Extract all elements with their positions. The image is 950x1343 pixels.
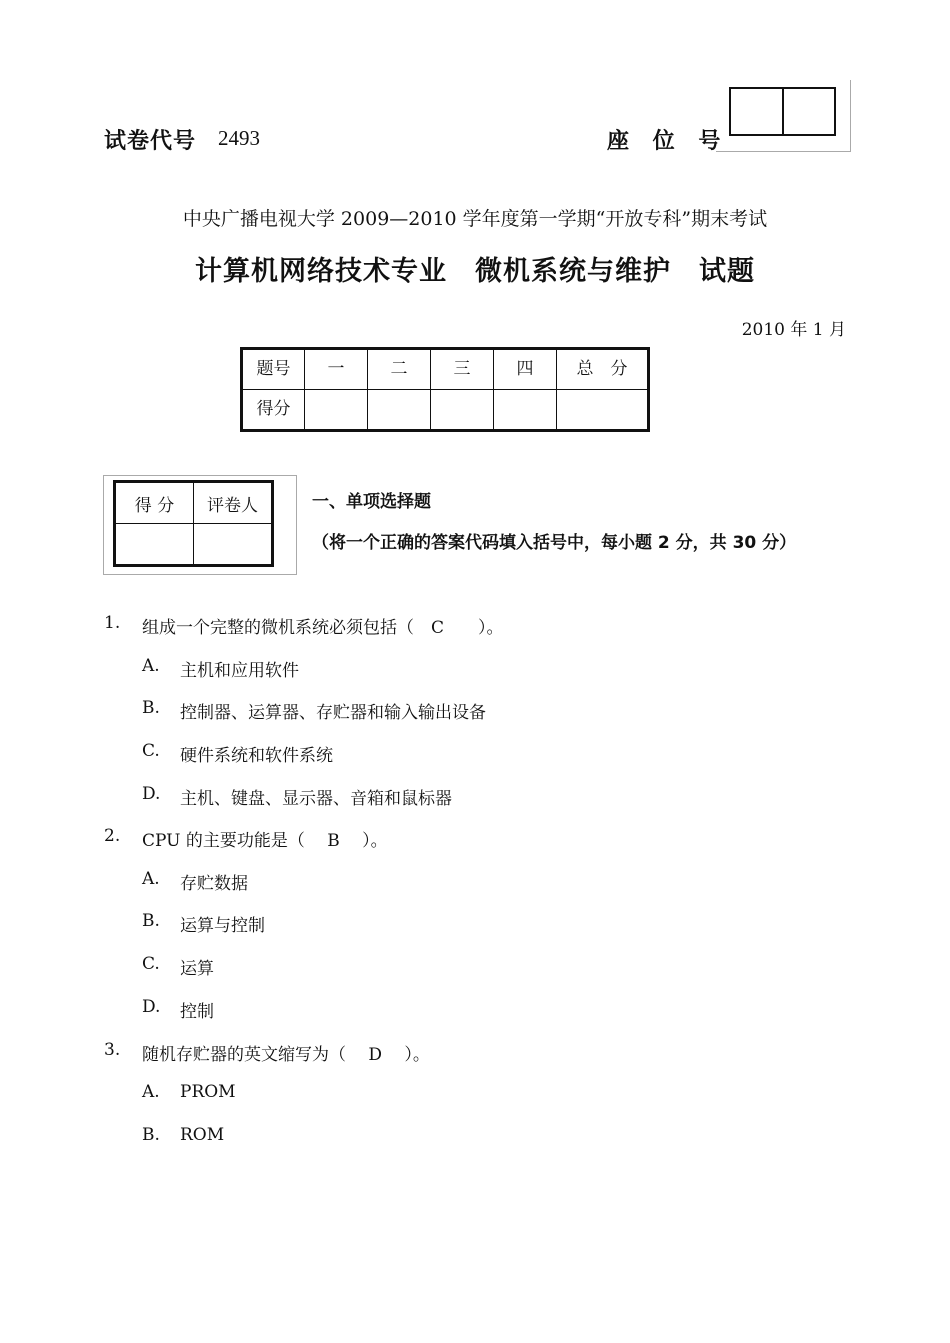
paper-code-label: 试卷代号 bbox=[104, 128, 197, 154]
paper-code-value: 2493 bbox=[218, 126, 260, 150]
score-cell bbox=[494, 390, 557, 431]
option-text: ROM bbox=[180, 1125, 225, 1145]
score-cell bbox=[431, 390, 494, 431]
score-table-header-row bbox=[242, 349, 649, 390]
option-text: 运算与控制 bbox=[180, 916, 265, 936]
seat-number-cell bbox=[782, 89, 835, 134]
option-letter: C. bbox=[142, 741, 160, 761]
score-table-header-cell: 总 分 bbox=[557, 349, 649, 390]
score-table bbox=[240, 347, 650, 432]
question-text: 随机存贮器的英文缩写为（ D ）。 bbox=[142, 1045, 430, 1065]
question-text: CPU 的主要功能是（ B ）。 bbox=[142, 831, 388, 851]
question-number: 1. bbox=[104, 613, 121, 633]
option-letter: B. bbox=[142, 911, 160, 931]
option-text: 运算 bbox=[180, 959, 214, 979]
score-table-header-cell: 题号 bbox=[242, 349, 305, 390]
grader-score-label: 得 分 bbox=[115, 482, 194, 524]
score-table-header-cell: 三 bbox=[431, 349, 494, 390]
grader-table bbox=[113, 480, 274, 567]
option-letter: D. bbox=[142, 784, 161, 804]
score-table-header-cell: 一 bbox=[305, 349, 368, 390]
option-letter: B. bbox=[142, 1125, 160, 1145]
section-instructions: （将一个正确的答案代码填入括号中，每小题 2 分，共 30 分） bbox=[312, 533, 797, 553]
score-cell bbox=[368, 390, 431, 431]
option-text: 存贮数据 bbox=[180, 874, 248, 894]
university-line: 中央广播电视大学 2009—2010 学年度第一学期“开放专科”期末考试 bbox=[182, 208, 768, 230]
score-table-score-row bbox=[242, 390, 649, 431]
option-text: 硬件系统和软件系统 bbox=[180, 746, 333, 766]
score-table-row-label: 得分 bbox=[242, 390, 305, 431]
score-cell bbox=[557, 390, 649, 431]
grader-name-cell bbox=[194, 524, 273, 566]
option-letter: C. bbox=[142, 954, 160, 974]
question-text: 组成一个完整的微机系统必须包括（ C ）。 bbox=[142, 618, 504, 638]
option-letter: A. bbox=[142, 1082, 160, 1102]
option-letter: A. bbox=[142, 656, 160, 676]
seat-number-label: 座 位 号 bbox=[607, 128, 729, 154]
grader-name-label: 评卷人 bbox=[194, 482, 273, 524]
option-text: 主机、键盘、显示器、音箱和鼠标器 bbox=[180, 789, 452, 809]
option-letter: A. bbox=[142, 869, 160, 889]
option-text: 主机和应用软件 bbox=[180, 661, 299, 681]
option-text: 控制器、运算器、存贮器和输入输出设备 bbox=[180, 703, 486, 723]
grader-score-cell bbox=[115, 524, 194, 566]
exam-date: 2010 年 1 月 bbox=[741, 320, 846, 340]
option-letter: B. bbox=[142, 698, 160, 718]
score-cell bbox=[305, 390, 368, 431]
score-table-header-cell: 四 bbox=[494, 349, 557, 390]
option-letter: D. bbox=[142, 997, 161, 1017]
option-text: PROM bbox=[180, 1082, 236, 1102]
seat-number-box bbox=[729, 87, 836, 136]
exam-title: 计算机网络技术专业 微机系统与维护 试题 bbox=[195, 256, 755, 287]
section-title: 一、单项选择题 bbox=[312, 492, 431, 512]
question-number: 2. bbox=[104, 826, 121, 846]
option-text: 控制 bbox=[180, 1002, 214, 1022]
score-table-header-cell: 二 bbox=[368, 349, 431, 390]
seat-number-cell bbox=[731, 89, 782, 134]
question-number: 3. bbox=[104, 1040, 121, 1060]
